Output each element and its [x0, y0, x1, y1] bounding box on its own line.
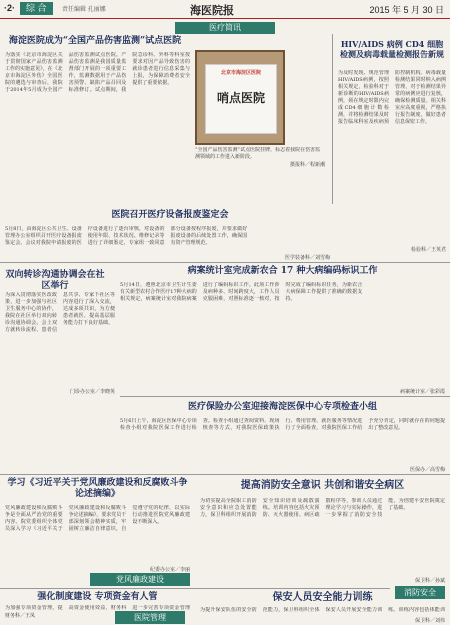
article-title-4: 双向转诊沟通协调会在社区举行	[5, 270, 105, 291]
article-title-6: 医疗保险办公室迎接海淀医保中心专项检查小组	[187, 402, 377, 412]
article-body-5: 5月14日，遵照北京市卫生计生委有关新型农村合作医疗17种大病的相关规定，病案统计室对我院病案进行了编码标识工作。此项工作涉及病种多、时间跨度大，工作人员克服困难，对照标准逐一核对，按时完成了编码标识任务，为新农合大病保障工作提供了准确的数据支持。	[120, 282, 363, 302]
byline-1: 摄报科／程新潮	[289, 162, 325, 168]
article-title-5: 病案统计室完成新农合 17 种大病编码标识工作	[187, 266, 378, 276]
page-header	[0, 0, 450, 19]
article-body-6: 5月6日上午，海淀区医保中心专项检查小组对我院医保工作进行检查。检查小组通过查阅资料、现场核查等方式，对我院医保政策执行、费用管理、就医服务等情况进行了全面检查，对我院医保工作给予充分肯定，同时就存在的问题提出了整改意见。	[120, 418, 445, 431]
byline-5: 病案统计室／张彩霞	[399, 389, 445, 395]
article-body-4: 为深入贯彻落实医改政策，进一步加强与社区卫生服务中心的协作，我院在社区举行双向转诊沟通协调会。会上双方就转诊流程、患者信息共享、专家下社区等内容进行了深入交流，达成多项共识，为方便患者就医、提高基层服务能力打下良好基础。	[5, 292, 115, 333]
article-title-1: 海淀医院成为“全国产品伤害监测”试点医院	[8, 36, 182, 46]
article-body-8: 为切实提高全院职工消防安全意识和应急处置能力，保卫科组织开展消防安全知识培训及疏散演练。培训内容包括火灾预防、灭火器使用、病区疏散程序等，参训人员通过理论学习与实际操作，进一步掌握了消防安全技能，为创建平安医院奠定了基础。	[200, 498, 445, 518]
masthead: 海医院报	[190, 4, 234, 17]
section-ribbon-fire-safety: 消防安全	[395, 586, 445, 599]
section-ribbon-anti-corruption: 党风廉政建设	[90, 573, 190, 586]
page-number: ·2·	[4, 3, 15, 13]
plaque-board	[205, 64, 277, 134]
row-rule-4	[0, 588, 390, 589]
plaque-caption: “全国产品伤害监测”试点医院挂牌，标志着我院在伤害监测领域的工作进入新阶段。	[195, 147, 321, 160]
article-title-8: 提高消防安全意识 共创和谐安全病区	[240, 480, 405, 491]
article-body-10: 为提升保安队伍的安全防范能力，保卫科组织全体保安人员开展安全能力训练。训练内容包括体能训	[200, 607, 445, 613]
byline-9: 财务科／王凤	[5, 613, 36, 619]
section-ribbon-management: 医院管理	[115, 611, 185, 624]
article-body-9: 为加强专项资金管理，提高资金使用效益，财务科进一步完善专项资金管理	[5, 605, 190, 611]
byline-6: 医保办／高雪梅	[409, 467, 445, 473]
byline-7: 纪委办公室／李丽	[149, 567, 190, 573]
plaque-title: 北京市海淀区医院	[220, 70, 261, 76]
byline-3: 医学装备科／刘雪梅	[284, 255, 330, 261]
article-body-3: 5月8日，由海淀区公共卫生、设备管理办公室组织召开医疗设备报废鉴定会。会议对我院申请报废的医疗设备进行了逐台审核，对设备的使用年限、技术状况、维修记录等进行了详细鉴定，专家组一致同意部分设备按程序报废，并要求做好报废设备的后续处置工作，确保国有资产管理规范。	[5, 226, 248, 246]
row-rule-2	[120, 396, 450, 397]
section-bar-news: 医疗简讯	[175, 22, 275, 34]
byline-4: 门诊办公室／李晓英	[69, 389, 115, 395]
row-rule-3	[0, 474, 450, 475]
article-title-9: 强化制度建设 专项资金有人管	[37, 592, 158, 602]
byline-8: 保卫科／孙斌	[414, 578, 445, 584]
article-title-3: 医院召开医疗设备报废鉴定会	[111, 210, 229, 220]
byline-2: 检验科／王英君	[410, 247, 446, 253]
article-body-7: 党风廉政建设和反腐败斗争是全面从严治党的重要内容。院党委组织全体党员深入学习《习近平关于党风廉政建设和反腐败斗争论述摘编》，要求党员干部深刻领会精神实质，牢固树立廉洁自律意识，自觉遵守党的纪律，以实际行动推进医院党风廉政建设不断深入。	[5, 505, 190, 532]
plaque-main-text: 哨点医院	[216, 91, 265, 105]
article-title-10: 保安人员安全能力训练	[272, 592, 373, 603]
row-rule-1	[0, 262, 450, 263]
hospital-plaque-image	[195, 50, 285, 145]
article-body-2: 为及时发现、规范管理HIV/AIDS病例，按照相关规定，检验科对于新诊断的HIV/AIDS病例，须在规定时限内完成CD4细胞计数检测，并将检测结果及时报告临床科室及疾病预防控制机构。病毒载量检测结果同时纳入病例管理，对于检测结果异常的病例应进行复核，确保检测质量。相关科室应高度重视，严格执行报告制度，做好患者信息保密工作。	[338, 70, 446, 125]
byline-10: 保卫科／刘伟	[414, 618, 445, 624]
issue-date: 2015 年 5 月 30 日	[369, 5, 444, 15]
article-title-2: HIV/AIDS 病例 CD4 细胞检测及病毒载量检测报告新规	[340, 39, 444, 59]
article-title-7: 学习《习近平关于党风廉政建设和反腐败斗争论述摘编》	[7, 478, 188, 499]
article-body-1: 为落实《北京市海淀区关于贯彻国家产品伤害监测工作的实施意见》，在《北京市海淀区外伤》全国医院的遴选与审查后，我院于2014年5月成为全国产品伤害监测试点医院。产品伤害监测是我国质量监督部门开展的一项重要工作，监测数据用于产品伤害预警、缺陷产品召回及标准修订。试点期间，我院急诊科、外科等科室按要求对因产品导致伤害的就诊患者进行信息采集与上报，为保障消费者安全提供了重要依据。	[5, 52, 190, 93]
column-rule	[332, 34, 333, 204]
editor-line: 责任编辑 孔丽娜	[62, 7, 106, 13]
section-badge: 综 合	[20, 2, 53, 15]
